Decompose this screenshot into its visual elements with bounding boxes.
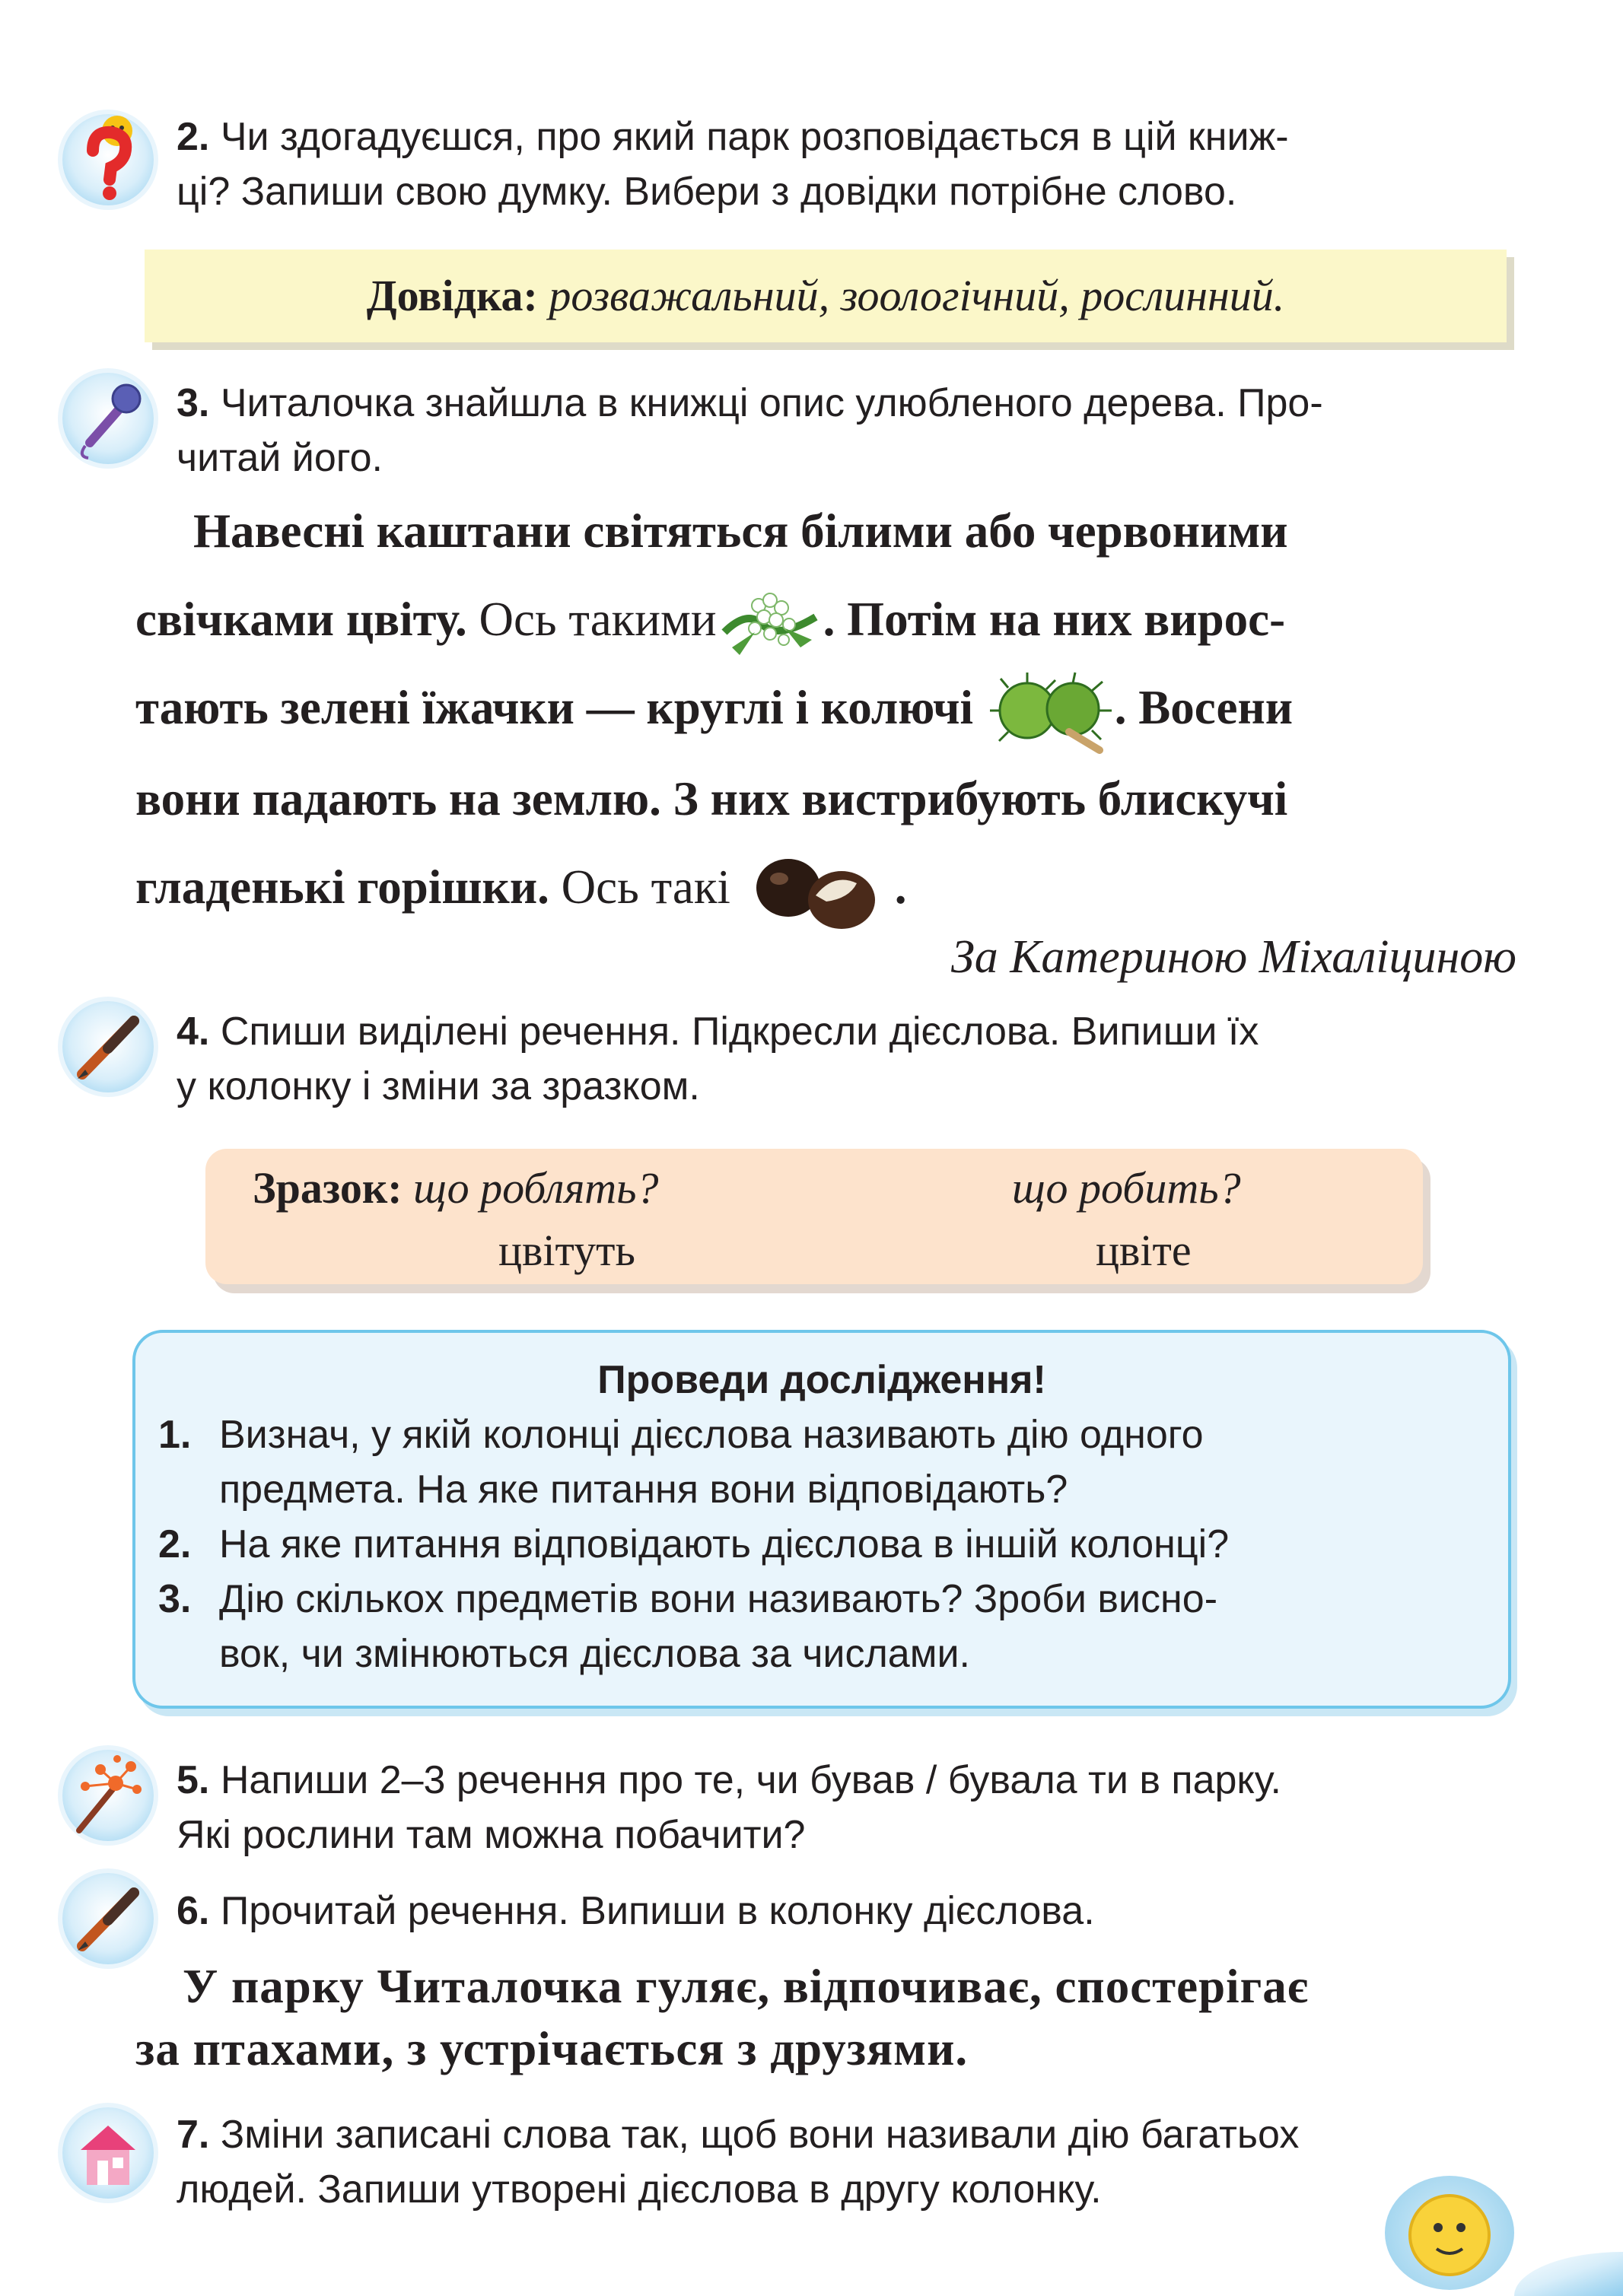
task-text-line: ці? Запиши свою думку. Вибери з довідки потрібне слово.	[177, 170, 1237, 214]
reading-bold: . Восени	[1114, 681, 1294, 734]
pen-icon	[62, 1873, 154, 1964]
task-text-line: Читалочка знайшла в книжці опис улюбленого дерева. Про-	[220, 381, 1323, 425]
reading-bold: гладенькі горішки.	[135, 860, 549, 914]
task-4	[177, 1004, 1516, 1114]
task-number: 3.	[177, 381, 210, 425]
task-number: 6.	[177, 1889, 210, 1933]
task-5	[177, 1753, 1516, 1862]
task-number: 5.	[177, 1758, 210, 1802]
task-number: 4.	[177, 1010, 210, 1054]
pen-icon	[62, 1001, 154, 1092]
sample-row	[253, 1162, 659, 1213]
reading-bold: . Потім на них вирос-	[823, 593, 1286, 646]
house-icon	[62, 2107, 154, 2199]
research-item-line: Визнач, у якій колонці дієслова називають дію одного	[219, 1413, 1204, 1457]
hint-box	[145, 250, 1507, 342]
question-mark-icon	[62, 114, 154, 205]
chestnut-nut-icon	[743, 850, 895, 933]
reading-line	[135, 663, 1516, 755]
reading-line	[135, 755, 1516, 843]
sample-label: Зразок:	[253, 1163, 403, 1213]
sentence-6	[135, 1955, 1516, 2080]
research-item-number: 3.	[158, 1577, 192, 1621]
smiley-face-icon	[1385, 2176, 1514, 2290]
task-text-line: читай його.	[177, 436, 383, 480]
chestnut-blossom-icon	[717, 587, 823, 663]
task-3	[177, 376, 1516, 485]
sentence-line: У парку Читалочка гуляє, відпочиває, спостерігає	[183, 1960, 1309, 2013]
task-text-line: Які рослини там можна побачити?	[177, 1813, 806, 1857]
task-text-line: людей. Запиши утворені дієслова в другу колонку.	[177, 2167, 1102, 2212]
task-text-line: у колонку і зміни за зразком.	[177, 1064, 700, 1108]
task-text-line: Спиши виділені речення. Підкресли дієслова. Випиши їх	[220, 1010, 1259, 1054]
chestnut-husk-icon	[985, 671, 1115, 755]
task-number: 2.	[177, 115, 210, 159]
task-text-line: Чи здогадуєшся, про який парк розповідається в цій книж-	[220, 115, 1289, 159]
sample-answer-singular: цвіте	[1096, 1226, 1192, 1275]
task-text-line: Зміни записані слова так, щоб вони називали дію багатьох	[220, 2113, 1300, 2157]
research-item	[158, 1517, 1482, 1572]
sample-box	[205, 1149, 1423, 1284]
reading-line	[135, 575, 1516, 663]
reading-bold: тають зелені їжачки — круглі і колючі	[135, 681, 973, 734]
hint-label: Довідка:	[366, 271, 538, 320]
hint-words: розважальний, зоологічний, рослинний.	[549, 271, 1285, 320]
reading-line	[135, 843, 1516, 934]
task-7	[177, 2107, 1516, 2217]
reading-author: За Катериною Міхаліциною	[951, 931, 1516, 983]
research-item	[158, 1572, 1482, 1681]
reading-bold: свічками цвіту.	[135, 593, 467, 646]
research-item-line: предмета. На яке питання вони відповідають?	[219, 1468, 1068, 1512]
research-item-line: вок, чи змінюються дієслова за числами.	[219, 1632, 970, 1676]
magic-wand-icon	[62, 1750, 154, 1841]
research-box	[132, 1330, 1511, 1709]
microphone-icon	[62, 373, 154, 464]
reading-line	[135, 487, 1516, 575]
research-item	[158, 1407, 1482, 1517]
reading-bold: .	[894, 860, 907, 914]
sample-answer-plural: цвітуть	[498, 1226, 635, 1275]
reading-bold: вони падають на землю. З них вистрибують блискучі	[135, 771, 1288, 825]
sample-question-singular: що робить?	[1012, 1163, 1241, 1213]
research-item-line: На яке питання відповідають дієслова в іншій колонці?	[219, 1522, 1230, 1566]
research-item-number: 2.	[158, 1522, 192, 1566]
task-6	[177, 1884, 1516, 1938]
research-title: Проведи дослідження!	[597, 1358, 1046, 1402]
sample-question-plural: що роблять?	[413, 1163, 659, 1213]
reading-regular: Ось такими	[479, 593, 717, 646]
reading-text	[135, 487, 1516, 933]
reading-regular: Ось такі	[561, 860, 730, 914]
task-number: 7.	[177, 2113, 210, 2157]
task-text-line: Напиши 2–3 речення про те, чи бував / бувала ти в парку.	[220, 1758, 1282, 1802]
research-item-line: Дію скількох предметів вони називають? Зроби висно-	[219, 1577, 1218, 1621]
task-text-line: Прочитай речення. Випиши в колонку дієслова.	[220, 1889, 1095, 1933]
page-corner-decoration	[1514, 2252, 1623, 2296]
task-2	[177, 110, 1516, 219]
sentence-line: за птахами, з устрічається з друзями.	[135, 2022, 969, 2075]
reading-bold: Навесні каштани світяться білими або червоними	[193, 504, 1288, 558]
research-item-number: 1.	[158, 1413, 192, 1457]
